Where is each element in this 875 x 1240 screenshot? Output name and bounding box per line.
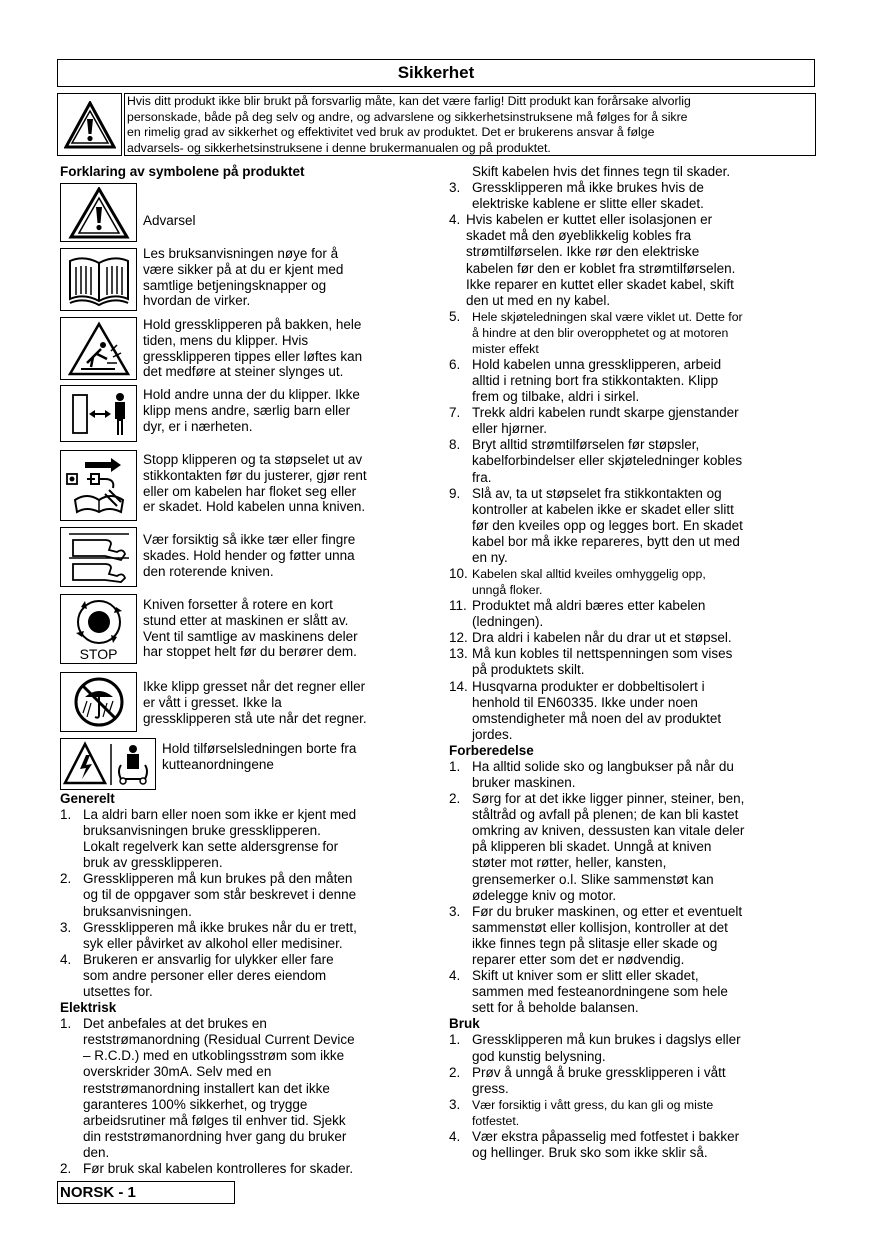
list-item <box>449 679 829 743</box>
symbol-line: Kniven forsetter å rotere en kort <box>143 597 333 612</box>
list-line: Det anbefales at det brukes en <box>83 1016 267 1032</box>
list-item <box>449 791 829 904</box>
list-line: Trekk aldri kabelen rundt skarpe gjenstander <box>472 405 739 421</box>
list-line: arbeidsrutiner må følges til enhver tid. Sjekk <box>83 1112 346 1128</box>
symbol-line: tiden, mens du klipper. Hvis <box>143 332 309 348</box>
keep-distance-icon <box>67 389 131 439</box>
symbol-line: Hold gressklipperen på bakken, hele <box>143 317 362 332</box>
list-line: syk eller påvirket av alkohol eller medisiner. <box>83 935 343 951</box>
list-item <box>60 920 430 952</box>
list-item-number: 14. <box>449 678 468 694</box>
symbol-line: være sikker på at du er kjent med <box>143 261 344 277</box>
symbol-text-no-rain <box>143 679 367 726</box>
list-item-number: 1. <box>60 1016 72 1032</box>
list-line: Gressklipperen må ikke brukes hvis de <box>472 180 704 196</box>
list-line: Hvis kabelen er kuttet eller isolasjonen er <box>466 212 713 228</box>
symbol-line: Les bruksanvisningen nøye for å <box>143 246 339 261</box>
symbol-box-keep-distance <box>60 385 137 442</box>
symbol-line: er vått i gresset. Ikke la <box>143 694 282 710</box>
list-item <box>449 598 829 630</box>
list-line: Gressklipperen må kun brukes på den måten <box>83 871 353 887</box>
list-item <box>449 904 829 968</box>
list-line: Gressklipperen må ikke brukes når du er trett, <box>83 919 357 935</box>
section-generelt <box>60 791 430 1177</box>
list-line: bruker maskinen. <box>472 775 576 790</box>
list-item-number: 9. <box>449 485 461 501</box>
list-line: Gressklipperen må kun brukes i dagslys eller <box>472 1032 741 1048</box>
page-title: Sikkerhet <box>57 59 815 87</box>
symbol-line: dyr, er i nærheten. <box>143 418 253 434</box>
electric-cable-icon <box>63 741 153 787</box>
list-line: (ledningen). <box>472 614 544 630</box>
list-line: fra. <box>472 469 492 485</box>
right-column <box>449 164 829 1161</box>
stop-rotating-blade-icon <box>69 597 129 647</box>
list-line: unngå floker. <box>472 583 543 598</box>
list-item-number: 3. <box>449 1096 461 1112</box>
list-item-number: 3. <box>449 903 461 919</box>
list-item-number: 5. <box>449 308 461 324</box>
symbol-box-no-rain <box>60 672 137 732</box>
symbol-box-unplug <box>60 450 137 521</box>
list-line: sammenstøt eller kollisjon, kontroller at det <box>472 919 728 935</box>
section-heading-forberedelse: Forberedelse <box>449 742 534 758</box>
list-item <box>449 486 829 566</box>
symbol-text-keep-distance <box>143 387 360 434</box>
list-line: kontroller at kabelen ikke er skadet eller slitt <box>472 501 734 517</box>
list-line: mister effekt <box>472 341 539 356</box>
list-line: Dra aldri i kabelen når du drar ut et støpsel. <box>472 630 732 646</box>
symbol-line: gressklipperen stå ute når det regner. <box>143 710 367 726</box>
list-item-number: 4. <box>449 968 461 984</box>
symbol-line: klipp mens andre, særlig barn eller <box>143 402 351 418</box>
symbol-line: Ikke klipp gresset når det regner eller <box>143 679 366 694</box>
safety-warning-text <box>124 93 816 156</box>
no-rain-icon <box>71 675 127 729</box>
symbol-line: Stopp klipperen og ta støpselet ut av <box>143 452 363 467</box>
symbol-box-blade-hand-foot <box>60 527 137 587</box>
symbol-box-manual <box>60 248 137 311</box>
section-heading-bruk: Bruk <box>449 1016 480 1032</box>
list-item <box>449 1065 829 1097</box>
symbol-line: den roterende kniven. <box>143 563 274 579</box>
list-item-number: 1. <box>449 1032 461 1048</box>
list-item-number: 10. <box>449 566 468 582</box>
list-line: på klipperen bli skadet. Unngå at kniven <box>472 839 712 855</box>
list-line: alltid i retning bort fra stikkontakten. Klipp <box>472 372 719 388</box>
list-item <box>449 212 829 309</box>
blade-hand-foot-icon <box>65 530 133 584</box>
list-line: skadet må den øyeblikkelig kobles fra <box>466 228 692 244</box>
list-item-number: 11. <box>449 598 467 614</box>
list-item <box>449 1032 829 1064</box>
list-line: frem og tilbake, aldri i sirkel. <box>472 389 640 405</box>
list-line: reparer etter som det er nødvendig. <box>472 952 685 968</box>
symbol-line: Hold tilførselsledningen borte fra <box>162 741 357 756</box>
warning-line: advarsels- og sikkerhetsinstruksene i denne brukermanualen og på produktet. <box>127 140 551 155</box>
list-line: kabelforbindelser eller skjøteledninger kobles <box>472 453 743 469</box>
list-line: Husqvarna produkter er dobbeltisolert i <box>472 678 705 694</box>
list-item <box>60 871 430 919</box>
list-line: bruk av gressklipperen. <box>83 855 223 871</box>
list-line: Ha alltid solide sko og langbukser på når du <box>472 758 734 774</box>
section-heading-generelt: Generelt <box>60 791 115 806</box>
list-line: fotfestet. <box>472 1113 520 1128</box>
list-line: ødelegge kniv og motor. <box>472 887 617 903</box>
list-item-number: 3. <box>449 180 461 196</box>
list-line: sammen med festeanordningene som hele <box>472 984 728 1000</box>
symbol-line: det medføre at steiner slynges ut. <box>143 364 344 380</box>
list-line: Vær ekstra påpasselig med fotfestet i bakker <box>472 1128 740 1144</box>
list-line: omkring av kniven, dessusten kan vitale deler <box>472 823 745 839</box>
list-line: Bryt alltid strømtilførselen før støpsler, <box>472 437 700 453</box>
list-line: Prøv å unngå å bruke gressklipperen i vått <box>472 1064 726 1080</box>
list-item-number: 3. <box>60 919 72 935</box>
list-line: reststrømanordning (Residual Current Device <box>83 1032 355 1048</box>
list-line: garanteres 100% sikkerhet, og trygge <box>83 1096 308 1112</box>
list-line: eller hjørner. <box>472 421 548 437</box>
list-item-number: 2. <box>60 1160 72 1176</box>
symbol-text-stop-rotating-blade <box>143 597 358 660</box>
list-line: kabel bor må ikke repareres, bytt den ut med <box>472 533 740 549</box>
list-item-number: 2. <box>449 1064 461 1080</box>
list-line: Kabelen skal alltid kveiles omhyggelig opp, <box>472 567 706 582</box>
list-line: – R.C.D.) med en utkoblingsstrøm som ikke <box>83 1048 345 1064</box>
list-item <box>60 952 430 1000</box>
thrown-objects-icon <box>67 321 131 377</box>
list-item-number: 1. <box>449 758 461 774</box>
continued-line <box>449 164 829 180</box>
warning-line: en rimelig grad av sikkerhet og effektivitet ved bruk av produktet. Det er brukerens ansvar å følge <box>127 125 655 140</box>
list-line: Før bruk skal kabelen kontrolleres for skader. <box>83 1160 354 1176</box>
warning-triangle-icon <box>64 101 116 149</box>
list-line: før den kveiles opp og legges bort. En skadet <box>472 517 743 533</box>
list-item-number: 4. <box>449 1128 461 1144</box>
symbol-line: er skadet. Hold kabelen unna kniven. <box>143 499 366 515</box>
symbol-box-electric-cable <box>60 738 156 790</box>
symbol-line: stund etter at maskinen er slått av. <box>143 612 349 628</box>
warning-line: Hvis ditt produkt ikke blir brukt på forsvarlig måte, kan det være farlig! Ditt produkt kan forårsake alvorlig <box>127 94 691 108</box>
list-line: Sørg for at det ikke ligger pinner, steiner, ben, <box>472 791 745 807</box>
list-item <box>60 1161 430 1177</box>
symbol-text-electric-cable <box>162 741 356 773</box>
list-item <box>449 405 829 437</box>
list-line: Må kun kobles til nettspenningen som vises <box>472 646 733 662</box>
list-line: La aldri barn eller noen som ikke er kjent med <box>83 807 357 822</box>
list-item <box>449 1129 829 1161</box>
manual-book-icon <box>66 253 132 307</box>
list-line: ikke finnes tegn på slitasje eller skade og <box>472 935 718 951</box>
symbol-text-unplug <box>143 452 367 515</box>
list-line: en ny. <box>472 549 508 565</box>
symbols-heading: Forklaring av symbolene på produktet <box>60 164 305 179</box>
list-line: Lokalt regelverk kan sette aldersgrense for <box>83 839 339 855</box>
list-item <box>449 357 829 405</box>
list-item <box>449 1097 829 1129</box>
list-item-number: 2. <box>60 871 72 887</box>
list-item-number: 12. <box>449 630 468 646</box>
list-item <box>60 807 430 871</box>
list-line: kabelen før den er koblet fra strømtilførselen. <box>466 260 736 276</box>
list-line: å hindre at den blir overopphetet og at motoren <box>472 325 729 340</box>
warning-icon-box <box>57 93 122 156</box>
list-line: jordes. <box>472 726 513 742</box>
list-line: støter mot røtter, heller, kansten, <box>472 855 667 871</box>
symbol-line: hvordan de virker. <box>143 293 251 309</box>
symbol-line: stikkontakten før du justerer, gjør rent <box>143 467 367 483</box>
warning-line: personskade, både på deg selv og andre, og advarslene og sikkerhetsinstruksene må følges for å sikre <box>127 109 688 124</box>
list-item <box>449 646 829 678</box>
list-line: Skift kabelen hvis det finnes tegn til skader. <box>472 164 731 179</box>
symbol-line: Vent til samtlige av maskinens deler <box>143 628 358 644</box>
list-line: strømtilførselen. Ikke rør den elektriske <box>466 244 700 260</box>
list-item <box>449 180 829 212</box>
stop-label: STOP <box>79 646 118 662</box>
list-item-number: 13. <box>449 646 468 662</box>
list-line: og til de oppgaver som står beskrevet i denne <box>83 887 357 903</box>
list-item <box>60 1016 430 1161</box>
symbol-text-blade-hand-foot <box>143 532 355 579</box>
symbol-line: gressklipperen tippes eller løftes kan <box>143 348 363 364</box>
list-item <box>449 309 829 357</box>
list-item-number: 4. <box>449 212 461 228</box>
list-line: på produktets skilt. <box>472 662 585 678</box>
list-line: utsettes for. <box>83 984 153 1000</box>
list-line: ståltråd og avfall på plenen; de kan bli kastet <box>472 807 739 823</box>
list-item <box>449 437 829 485</box>
list-item-number: 8. <box>449 437 461 453</box>
symbol-line: Advarsel <box>143 213 196 228</box>
list-line: den. <box>83 1144 110 1160</box>
list-item-number: 1. <box>60 807 72 822</box>
symbol-text-manual <box>143 246 343 309</box>
symbol-line: eller om kabelen har floket seg eller <box>143 483 357 499</box>
list-item-number: 2. <box>449 791 461 807</box>
list-item-number: 7. <box>449 405 461 421</box>
symbol-line: Vær forsiktig så ikke tær eller fingre <box>143 532 356 547</box>
list-line: sett for å beholde balansen. <box>472 1000 639 1016</box>
unplug-icon <box>65 454 133 518</box>
list-line: den ut med en ny kabel. <box>466 292 611 308</box>
list-line: bruksanvisningen. <box>83 903 192 919</box>
list-line: god kunstig belysning. <box>472 1048 606 1064</box>
symbol-line: Hold andre unna der du klipper. Ikke <box>143 387 360 402</box>
list-line: Hele skjøteledningen skal være viklet ut. Dette for <box>472 309 743 324</box>
page-footer: NORSK - 1 <box>57 1181 235 1204</box>
list-line: som andre personer eller deres eiendom <box>83 967 327 983</box>
list-line: Hold kabelen unna gressklipperen, arbeid <box>472 356 722 372</box>
list-line: Brukeren er ansvarlig for ulykker eller fare <box>83 951 334 967</box>
list-line: reststrømanordning installert kan det ikke <box>83 1080 330 1096</box>
list-item <box>449 968 829 1016</box>
list-line: grensemerker o.l. Slike sammenstøt kan <box>472 871 714 887</box>
symbol-line: har stoppet helt før du berører dem. <box>143 644 357 660</box>
symbol-line: samtlige betjeningsknapper og <box>143 277 327 293</box>
list-line: Produktet må aldri bæres etter kabelen <box>472 598 706 614</box>
list-line: elektriske kablene er slitte eller skadet. <box>472 196 704 212</box>
section-heading-elektrisk: Elektrisk <box>60 1000 117 1016</box>
symbol-box-stop-rotating-blade <box>60 594 137 664</box>
list-line: bruksanvisningen bruke gressklipperen. <box>83 823 321 839</box>
list-line: og hellinger. Bruk sko som ikke sklir så. <box>472 1144 708 1160</box>
warning-triangle-icon <box>68 187 130 239</box>
list-line: Ikke reparer en kuttet eller skadet kabel, skift <box>466 276 734 292</box>
symbol-line: skades. Hold hender og føtter unna <box>143 547 355 563</box>
list-line: overskrider 30mA. Selv med en <box>83 1064 272 1080</box>
symbol-text-thrown-objects <box>143 317 362 380</box>
list-item <box>449 759 829 791</box>
symbol-line: kutteanordningene <box>162 756 274 772</box>
list-item-number: 6. <box>449 356 461 372</box>
list-line: Skift ut kniver som er slitt eller skadet, <box>472 968 699 984</box>
symbol-box-warning <box>60 183 137 242</box>
list-line: gress. <box>472 1080 509 1096</box>
list-line: din reststrømanordning hver gang du bruker <box>83 1128 347 1144</box>
list-line: Slå av, ta ut støpselet fra stikkontakten og <box>472 485 722 501</box>
list-line: omstendigheter må noen del av produktet <box>472 710 722 726</box>
symbol-box-thrown-objects <box>60 317 137 380</box>
symbol-text-warning <box>143 213 196 229</box>
list-item-number: 4. <box>60 951 72 967</box>
list-item <box>449 566 829 598</box>
list-line: Vær forsiktig i vått gress, du kan gli og miste <box>472 1097 714 1112</box>
list-line: henhold til EN60335. Ikke under noen <box>472 694 698 710</box>
list-item <box>449 630 829 646</box>
list-line: Før du bruker maskinen, og etter et eventuelt <box>472 903 743 919</box>
